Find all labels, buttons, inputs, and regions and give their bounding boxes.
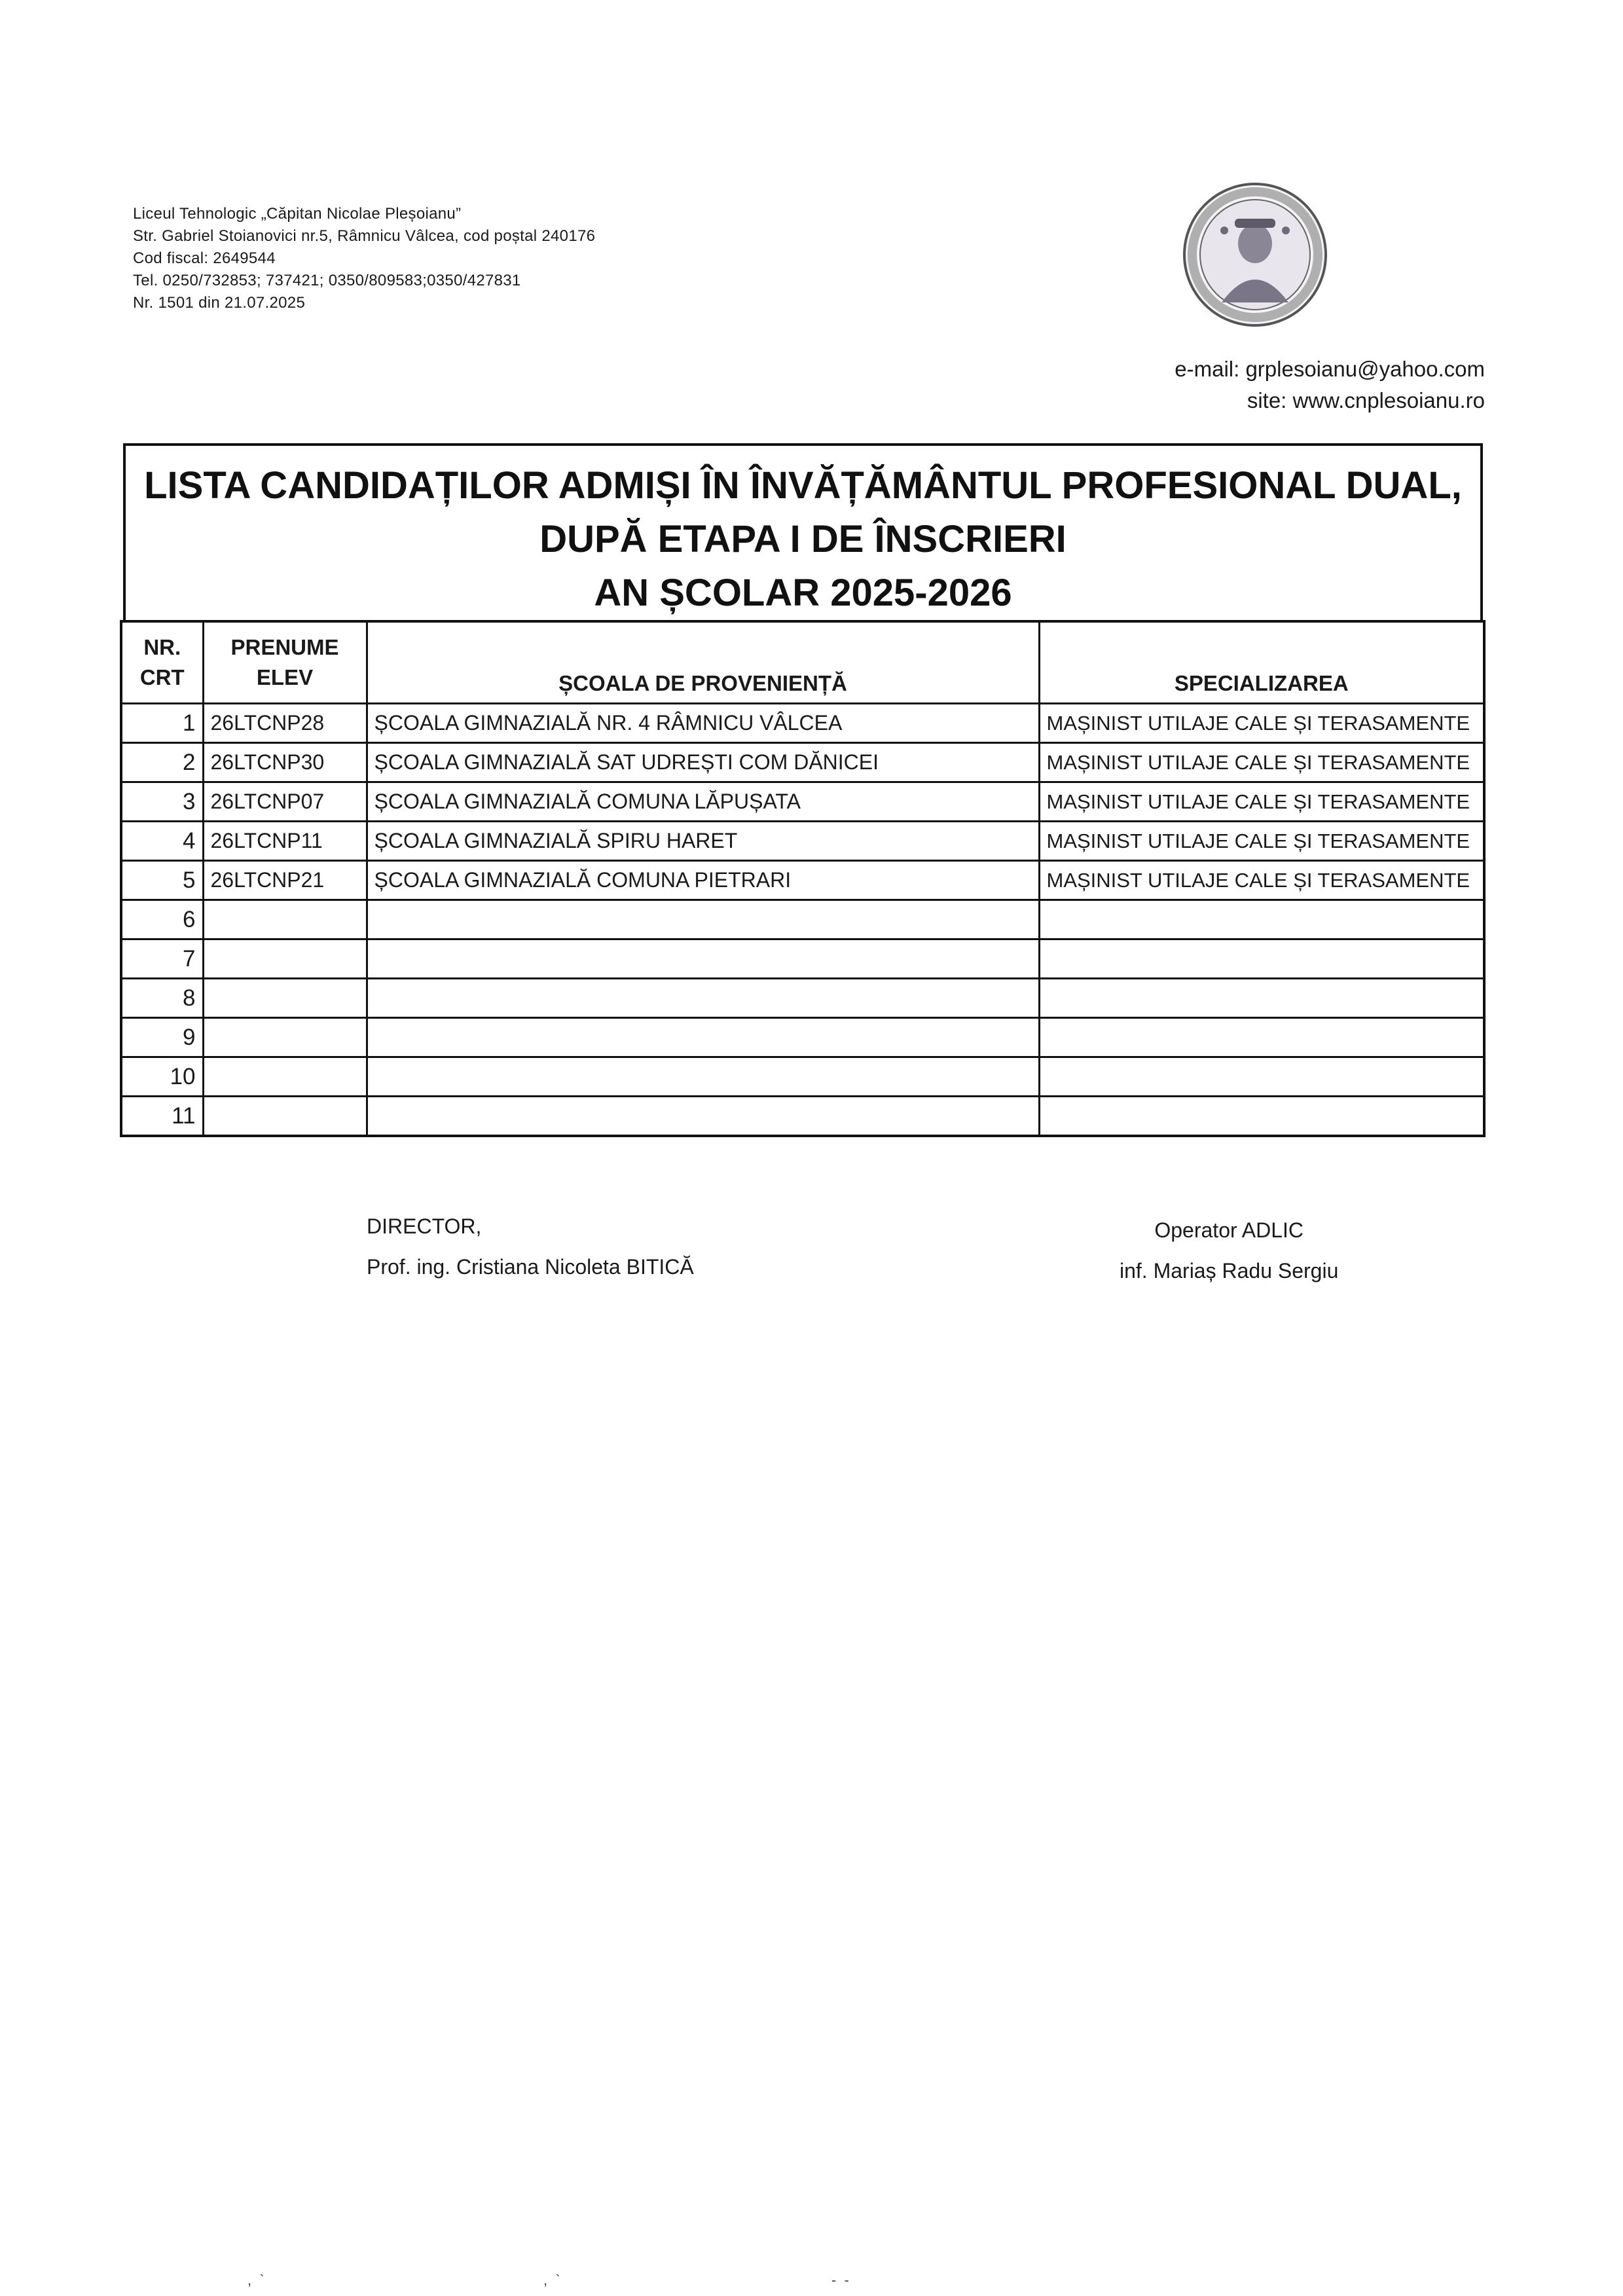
table-row — [121, 900, 1484, 939]
school-of-origin: ȘCOALA GIMNAZIALĂ SAT UDREȘTI COM DĂNICEI — [367, 743, 1039, 782]
specialization: MAȘINIST UTILAJE CALE ȘI TERASAMENTE — [1039, 822, 1484, 861]
director-signature-block — [367, 1206, 694, 1287]
admitted-candidates-table — [120, 620, 1486, 1137]
row-number: 6 — [121, 900, 203, 939]
specialization — [1039, 1018, 1484, 1057]
candidate-code — [203, 1018, 367, 1057]
table-row — [121, 1018, 1484, 1057]
row-number: 9 — [121, 1018, 203, 1057]
operator-signature-block — [1120, 1210, 1338, 1291]
school-of-origin — [367, 979, 1039, 1018]
header-nr-crt: NR. CRT — [121, 621, 203, 704]
candidate-code — [203, 1097, 367, 1137]
title-line-2: DUPĂ ETAPA I DE ÎNSCRIERI — [539, 518, 1067, 560]
school-emblem-icon — [1178, 178, 1332, 332]
school-of-origin — [367, 900, 1039, 939]
school-of-origin: ȘCOALA GIMNAZIALĂ NR. 4 RÂMNICU VÂLCEA — [367, 704, 1039, 743]
candidate-code — [203, 979, 367, 1018]
row-number: 3 — [121, 782, 203, 822]
school-header — [133, 203, 595, 314]
table-row — [121, 861, 1484, 900]
table-row — [121, 1097, 1484, 1137]
table-header-row — [121, 621, 1484, 704]
director-name: Prof. ing. Cristiana Nicoleta BITICĂ — [367, 1255, 694, 1279]
table-row — [121, 782, 1484, 822]
table-row — [121, 979, 1484, 1018]
table-row — [121, 743, 1484, 782]
candidate-code — [203, 939, 367, 979]
row-number: 11 — [121, 1097, 203, 1137]
contact-block — [1175, 354, 1485, 416]
title-line-3: AN ȘCOLAR 2025-2026 — [594, 572, 1012, 614]
school-of-origin — [367, 1057, 1039, 1097]
document-title — [123, 443, 1483, 620]
candidate-code: 26LTCNP07 — [203, 782, 367, 822]
table-row — [121, 1057, 1484, 1097]
fiscal-code: Cod fiscal: 2649544 — [133, 249, 276, 267]
school-name: Liceul Tehnologic „Căpitan Nicolae Pleșoianu” — [133, 205, 462, 223]
specialization: MAȘINIST UTILAJE CALE ȘI TERASAMENTE — [1039, 782, 1484, 822]
scan-mark-icon: , ` — [543, 2272, 560, 2288]
specialization: MAȘINIST UTILAJE CALE ȘI TERASAMENTE — [1039, 861, 1484, 900]
school-address: Str. Gabriel Stoianovici nr.5, Râmnicu Vâlcea, cod poștal 240176 — [133, 227, 596, 245]
table-row — [121, 704, 1484, 743]
row-number: 7 — [121, 939, 203, 979]
phone-numbers: Tel. 0250/732853; 737421; 0350/809583;0350/427831 — [133, 272, 521, 289]
school-of-origin — [367, 939, 1039, 979]
operator-name: inf. Mariaș Radu Sergiu — [1120, 1259, 1339, 1283]
scan-mark-icon: - - — [831, 2272, 849, 2288]
header-scoala-provenienta: ȘCOALA DE PROVENIENȚĂ — [367, 621, 1039, 704]
table-row — [121, 939, 1484, 979]
table-row — [121, 822, 1484, 861]
header-prenume-elev: PRENUME ELEV — [203, 621, 367, 704]
director-role: DIRECTOR, — [367, 1214, 482, 1238]
scan-mark-icon: , ` — [247, 2272, 264, 2288]
school-of-origin: ȘCOALA GIMNAZIALĂ COMUNA PIETRARI — [367, 861, 1039, 900]
row-number: 10 — [121, 1057, 203, 1097]
specialization — [1039, 1057, 1484, 1097]
title-line-1: LISTA CANDIDAȚILOR ADMIȘI ÎN ÎNVĂȚĂMÂNTUL PROFESIONAL DUAL, — [144, 464, 1462, 507]
candidate-code — [203, 900, 367, 939]
row-number: 8 — [121, 979, 203, 1018]
email-link[interactable]: e-mail: grplesoianu@yahoo.com — [1175, 357, 1485, 381]
row-number: 1 — [121, 704, 203, 743]
specialization: MAȘINIST UTILAJE CALE ȘI TERASAMENTE — [1039, 743, 1484, 782]
specialization — [1039, 939, 1484, 979]
candidate-code: 26LTCNP21 — [203, 861, 367, 900]
school-of-origin: ȘCOALA GIMNAZIALĂ SPIRU HARET — [367, 822, 1039, 861]
specialization — [1039, 900, 1484, 939]
candidate-code: 26LTCNP30 — [203, 743, 367, 782]
row-number: 2 — [121, 743, 203, 782]
operator-role: Operator ADLIC — [1154, 1218, 1304, 1242]
school-of-origin: ȘCOALA GIMNAZIALĂ COMUNA LĂPUȘATA — [367, 782, 1039, 822]
candidate-code — [203, 1057, 367, 1097]
row-number: 5 — [121, 861, 203, 900]
row-number: 4 — [121, 822, 203, 861]
candidate-code: 26LTCNP28 — [203, 704, 367, 743]
specialization — [1039, 1097, 1484, 1137]
document-number: Nr. 1501 din 21.07.2025 — [133, 294, 306, 312]
header-specializarea: SPECIALIZAREA — [1039, 621, 1484, 704]
candidate-code: 26LTCNP11 — [203, 822, 367, 861]
specialization — [1039, 979, 1484, 1018]
school-of-origin — [367, 1018, 1039, 1057]
website-link[interactable]: site: www.cnplesoianu.ro — [1247, 388, 1485, 412]
school-of-origin — [367, 1097, 1039, 1137]
specialization: MAȘINIST UTILAJE CALE ȘI TERASAMENTE — [1039, 704, 1484, 743]
